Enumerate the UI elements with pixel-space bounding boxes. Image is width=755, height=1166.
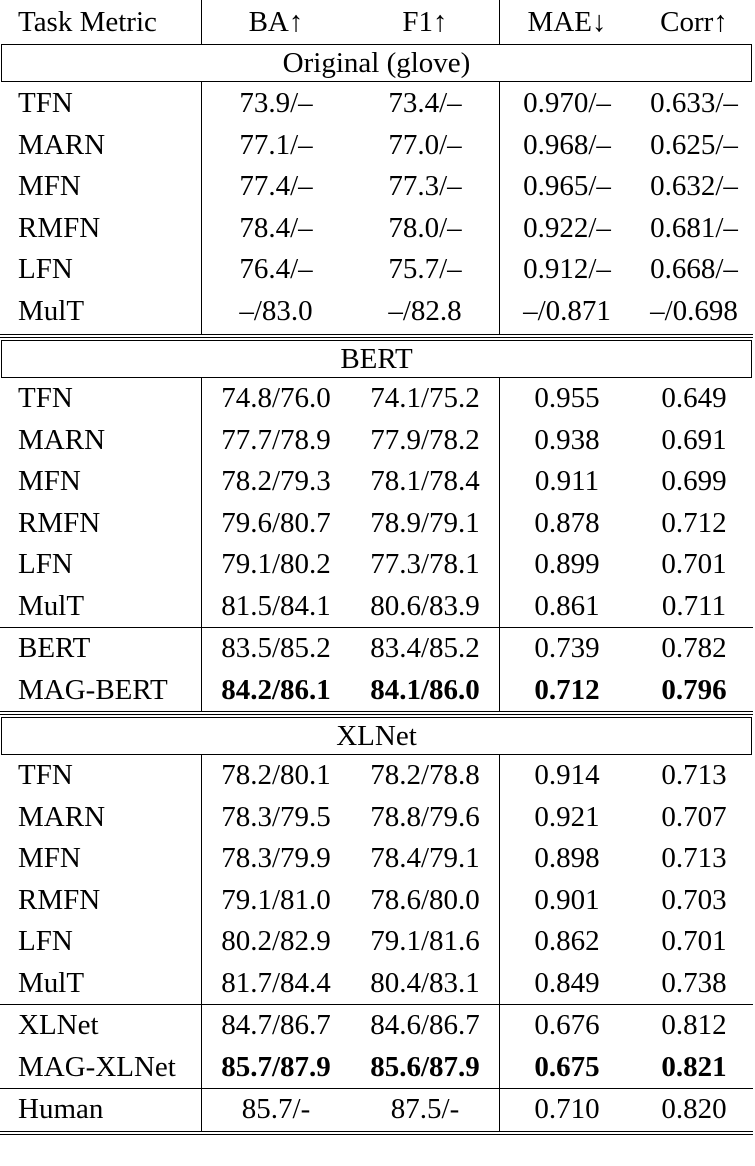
row-label: XLNet bbox=[18, 1009, 99, 1042]
row-label: BERT bbox=[18, 632, 91, 665]
cell-mae: 0.861 bbox=[534, 589, 600, 622]
cell-mae: 0.898 bbox=[534, 842, 600, 875]
table-row-human bbox=[0, 1089, 753, 1131]
cell-corr: 0.782 bbox=[661, 632, 727, 665]
cell-ba: 74.8/76.0 bbox=[221, 382, 331, 415]
cell-ba: 78.2/79.3 bbox=[221, 465, 331, 498]
cell-mae: 0.938 bbox=[534, 423, 600, 456]
cell-f1: 79.1/81.6 bbox=[370, 925, 480, 958]
row-label: MAG-BERT bbox=[18, 673, 168, 706]
cell-corr: 0.796 bbox=[661, 673, 727, 706]
table-row bbox=[0, 628, 753, 670]
row-label: MAG-XLNet bbox=[18, 1050, 176, 1083]
row-label: MulT bbox=[18, 589, 85, 622]
cell-ba: 77.7/78.9 bbox=[221, 423, 331, 456]
cell-corr: –/0.698 bbox=[650, 294, 738, 327]
table-row bbox=[0, 921, 753, 963]
cell-ba: 77.4/– bbox=[239, 170, 313, 203]
cell-mae: 0.965/– bbox=[523, 170, 611, 203]
cell-corr: 0.707 bbox=[661, 800, 727, 833]
cell-ba: 80.2/82.9 bbox=[221, 925, 331, 958]
cell-mae: 0.710 bbox=[534, 1093, 600, 1126]
cell-corr: 0.701 bbox=[661, 925, 727, 958]
cell-f1: 78.4/79.1 bbox=[370, 842, 480, 875]
cell-f1: 75.7/– bbox=[388, 253, 462, 286]
cell-ba: 84.2/86.1 bbox=[221, 673, 331, 706]
cell-mae: 0.899 bbox=[534, 548, 600, 581]
table-row bbox=[0, 503, 753, 545]
row-label: LFN bbox=[18, 253, 73, 286]
cell-corr: 0.713 bbox=[661, 759, 727, 792]
cell-mae: 0.878 bbox=[534, 506, 600, 539]
cell-mae: 0.970/– bbox=[523, 87, 611, 120]
table-row bbox=[0, 838, 753, 880]
cell-ba: 78.4/– bbox=[239, 211, 313, 244]
cell-mae: 0.739 bbox=[534, 632, 600, 665]
cell-f1: 78.9/79.1 bbox=[370, 506, 480, 539]
cell-ba: 76.4/– bbox=[239, 253, 313, 286]
table-row bbox=[0, 880, 753, 922]
table-row-best bbox=[0, 1047, 753, 1089]
table-row bbox=[0, 420, 753, 462]
cell-corr: 0.712 bbox=[661, 506, 727, 539]
row-label: MulT bbox=[18, 966, 85, 999]
table-row-best bbox=[0, 670, 753, 712]
cell-ba: 81.5/84.1 bbox=[221, 589, 331, 622]
cell-mae: 0.849 bbox=[534, 966, 600, 999]
row-label: TFN bbox=[18, 382, 73, 415]
cell-f1: 87.5/- bbox=[390, 1093, 460, 1126]
cell-mae: –/0.871 bbox=[523, 294, 611, 327]
cell-ba: 77.1/– bbox=[239, 128, 313, 161]
table-row bbox=[0, 461, 753, 503]
cell-corr: 0.738 bbox=[661, 966, 727, 999]
cell-corr: 0.632/– bbox=[650, 170, 738, 203]
cell-f1: 83.4/85.2 bbox=[370, 632, 480, 665]
cell-mae: 0.901 bbox=[534, 883, 600, 916]
row-label: MARN bbox=[18, 128, 106, 161]
table-header bbox=[0, 0, 753, 44]
cell-corr: 0.812 bbox=[661, 1009, 727, 1042]
table-row bbox=[0, 249, 753, 291]
cell-corr: 0.713 bbox=[661, 842, 727, 875]
cell-mae: 0.955 bbox=[534, 382, 600, 415]
cell-ba: –/83.0 bbox=[239, 294, 313, 327]
cell-corr: 0.699 bbox=[661, 465, 727, 498]
cell-mae: 0.921 bbox=[534, 800, 600, 833]
row-label: RMFN bbox=[18, 211, 101, 244]
table-row bbox=[0, 544, 753, 586]
row-label: MFN bbox=[18, 842, 81, 875]
section-title-glove: Original (glove) bbox=[1, 44, 752, 82]
table-row bbox=[0, 125, 753, 167]
section-title-bert: BERT bbox=[1, 340, 752, 378]
cell-f1: –/82.8 bbox=[388, 294, 462, 327]
cell-f1: 78.8/79.6 bbox=[370, 800, 480, 833]
cell-corr: 0.711 bbox=[661, 589, 727, 622]
double-rule bbox=[0, 334, 753, 338]
section-glove-rows bbox=[0, 82, 753, 334]
section-xlnet-extra-rows bbox=[0, 1005, 753, 1088]
table-row bbox=[0, 1005, 753, 1047]
table-row bbox=[0, 755, 753, 797]
table-row bbox=[0, 291, 753, 333]
cell-ba: 84.7/86.7 bbox=[221, 1009, 331, 1042]
cell-mae: 0.912/– bbox=[523, 253, 611, 286]
cell-mae: 0.914 bbox=[534, 759, 600, 792]
cell-corr: 0.703 bbox=[661, 883, 727, 916]
table-row bbox=[0, 208, 753, 250]
cell-f1: 80.4/83.1 bbox=[370, 966, 480, 999]
bottom-double-rule bbox=[0, 1131, 753, 1135]
cell-mae: 0.862 bbox=[534, 925, 600, 958]
cell-corr: 0.649 bbox=[661, 382, 727, 415]
section-bert-extra-rows bbox=[0, 628, 753, 711]
cell-corr: 0.691 bbox=[661, 423, 727, 456]
header-task-metric: Task Metric bbox=[18, 5, 157, 38]
cell-mae: 0.675 bbox=[534, 1050, 600, 1083]
cell-f1: 74.1/75.2 bbox=[370, 382, 480, 415]
cell-ba: 78.3/79.9 bbox=[221, 842, 331, 875]
cell-ba: 79.1/80.2 bbox=[221, 548, 331, 581]
cell-corr: 0.681/– bbox=[650, 211, 738, 244]
cell-ba: 79.6/80.7 bbox=[221, 506, 331, 539]
row-label: RMFN bbox=[18, 506, 101, 539]
cell-corr: 0.633/– bbox=[650, 87, 738, 120]
cell-corr: 0.701 bbox=[661, 548, 727, 581]
cell-f1: 77.0/– bbox=[388, 128, 462, 161]
cell-ba: 79.1/81.0 bbox=[221, 883, 331, 916]
cell-corr: 0.625/– bbox=[650, 128, 738, 161]
cell-corr: 0.821 bbox=[661, 1050, 727, 1083]
header-corr: Corr↑ bbox=[660, 5, 728, 38]
table-row bbox=[0, 83, 753, 125]
cell-ba: 81.7/84.4 bbox=[221, 966, 331, 999]
cell-f1: 77.3/– bbox=[388, 170, 462, 203]
row-label: RMFN bbox=[18, 883, 101, 916]
cell-f1: 78.0/– bbox=[388, 211, 462, 244]
table-row bbox=[0, 797, 753, 839]
cell-f1: 77.3/78.1 bbox=[370, 548, 480, 581]
cell-f1: 77.9/78.2 bbox=[370, 423, 480, 456]
cell-ba: 83.5/85.2 bbox=[221, 632, 331, 665]
table-row bbox=[0, 166, 753, 208]
row-label: MFN bbox=[18, 465, 81, 498]
header-mae: MAE↓ bbox=[527, 5, 607, 38]
header-ba: BA↑ bbox=[248, 5, 304, 38]
section-title-xlnet: XLNet bbox=[1, 717, 752, 755]
cell-ba: 78.2/80.1 bbox=[221, 759, 331, 792]
row-label: TFN bbox=[18, 759, 73, 792]
cell-corr: 0.668/– bbox=[650, 253, 738, 286]
cell-ba: 85.7/87.9 bbox=[221, 1050, 331, 1083]
table-row bbox=[0, 963, 753, 1005]
cell-f1: 78.2/78.8 bbox=[370, 759, 480, 792]
row-label: MFN bbox=[18, 170, 81, 203]
double-rule bbox=[0, 711, 753, 715]
cell-mae: 0.922/– bbox=[523, 211, 611, 244]
cell-mae: 0.676 bbox=[534, 1009, 600, 1042]
row-label: LFN bbox=[18, 548, 73, 581]
row-label: TFN bbox=[18, 87, 73, 120]
row-label: MulT bbox=[18, 294, 85, 327]
cell-mae: 0.712 bbox=[534, 673, 600, 706]
human-row-block bbox=[0, 1089, 753, 1131]
table-row bbox=[0, 378, 753, 420]
cell-mae: 0.968/– bbox=[523, 128, 611, 161]
cell-mae: 0.911 bbox=[534, 465, 600, 498]
cell-f1: 73.4/– bbox=[388, 87, 462, 120]
cell-f1: 85.6/87.9 bbox=[370, 1050, 480, 1083]
section-xlnet-rows bbox=[0, 755, 753, 1004]
cell-corr: 0.820 bbox=[661, 1093, 727, 1126]
cell-f1: 78.6/80.0 bbox=[370, 883, 480, 916]
cell-ba: 78.3/79.5 bbox=[221, 800, 331, 833]
cell-f1: 80.6/83.9 bbox=[370, 589, 480, 622]
cell-ba: 85.7/- bbox=[241, 1093, 311, 1126]
row-label: LFN bbox=[18, 925, 73, 958]
cell-ba: 73.9/– bbox=[239, 87, 313, 120]
row-label: MARN bbox=[18, 423, 106, 456]
table-row bbox=[0, 586, 753, 628]
cell-f1: 78.1/78.4 bbox=[370, 465, 480, 498]
cell-f1: 84.1/86.0 bbox=[370, 673, 480, 706]
row-label: MARN bbox=[18, 800, 106, 833]
header-f1: F1↑ bbox=[402, 5, 448, 38]
row-label: Human bbox=[18, 1093, 104, 1126]
cell-f1: 84.6/86.7 bbox=[370, 1009, 480, 1042]
section-bert-rows bbox=[0, 378, 753, 627]
